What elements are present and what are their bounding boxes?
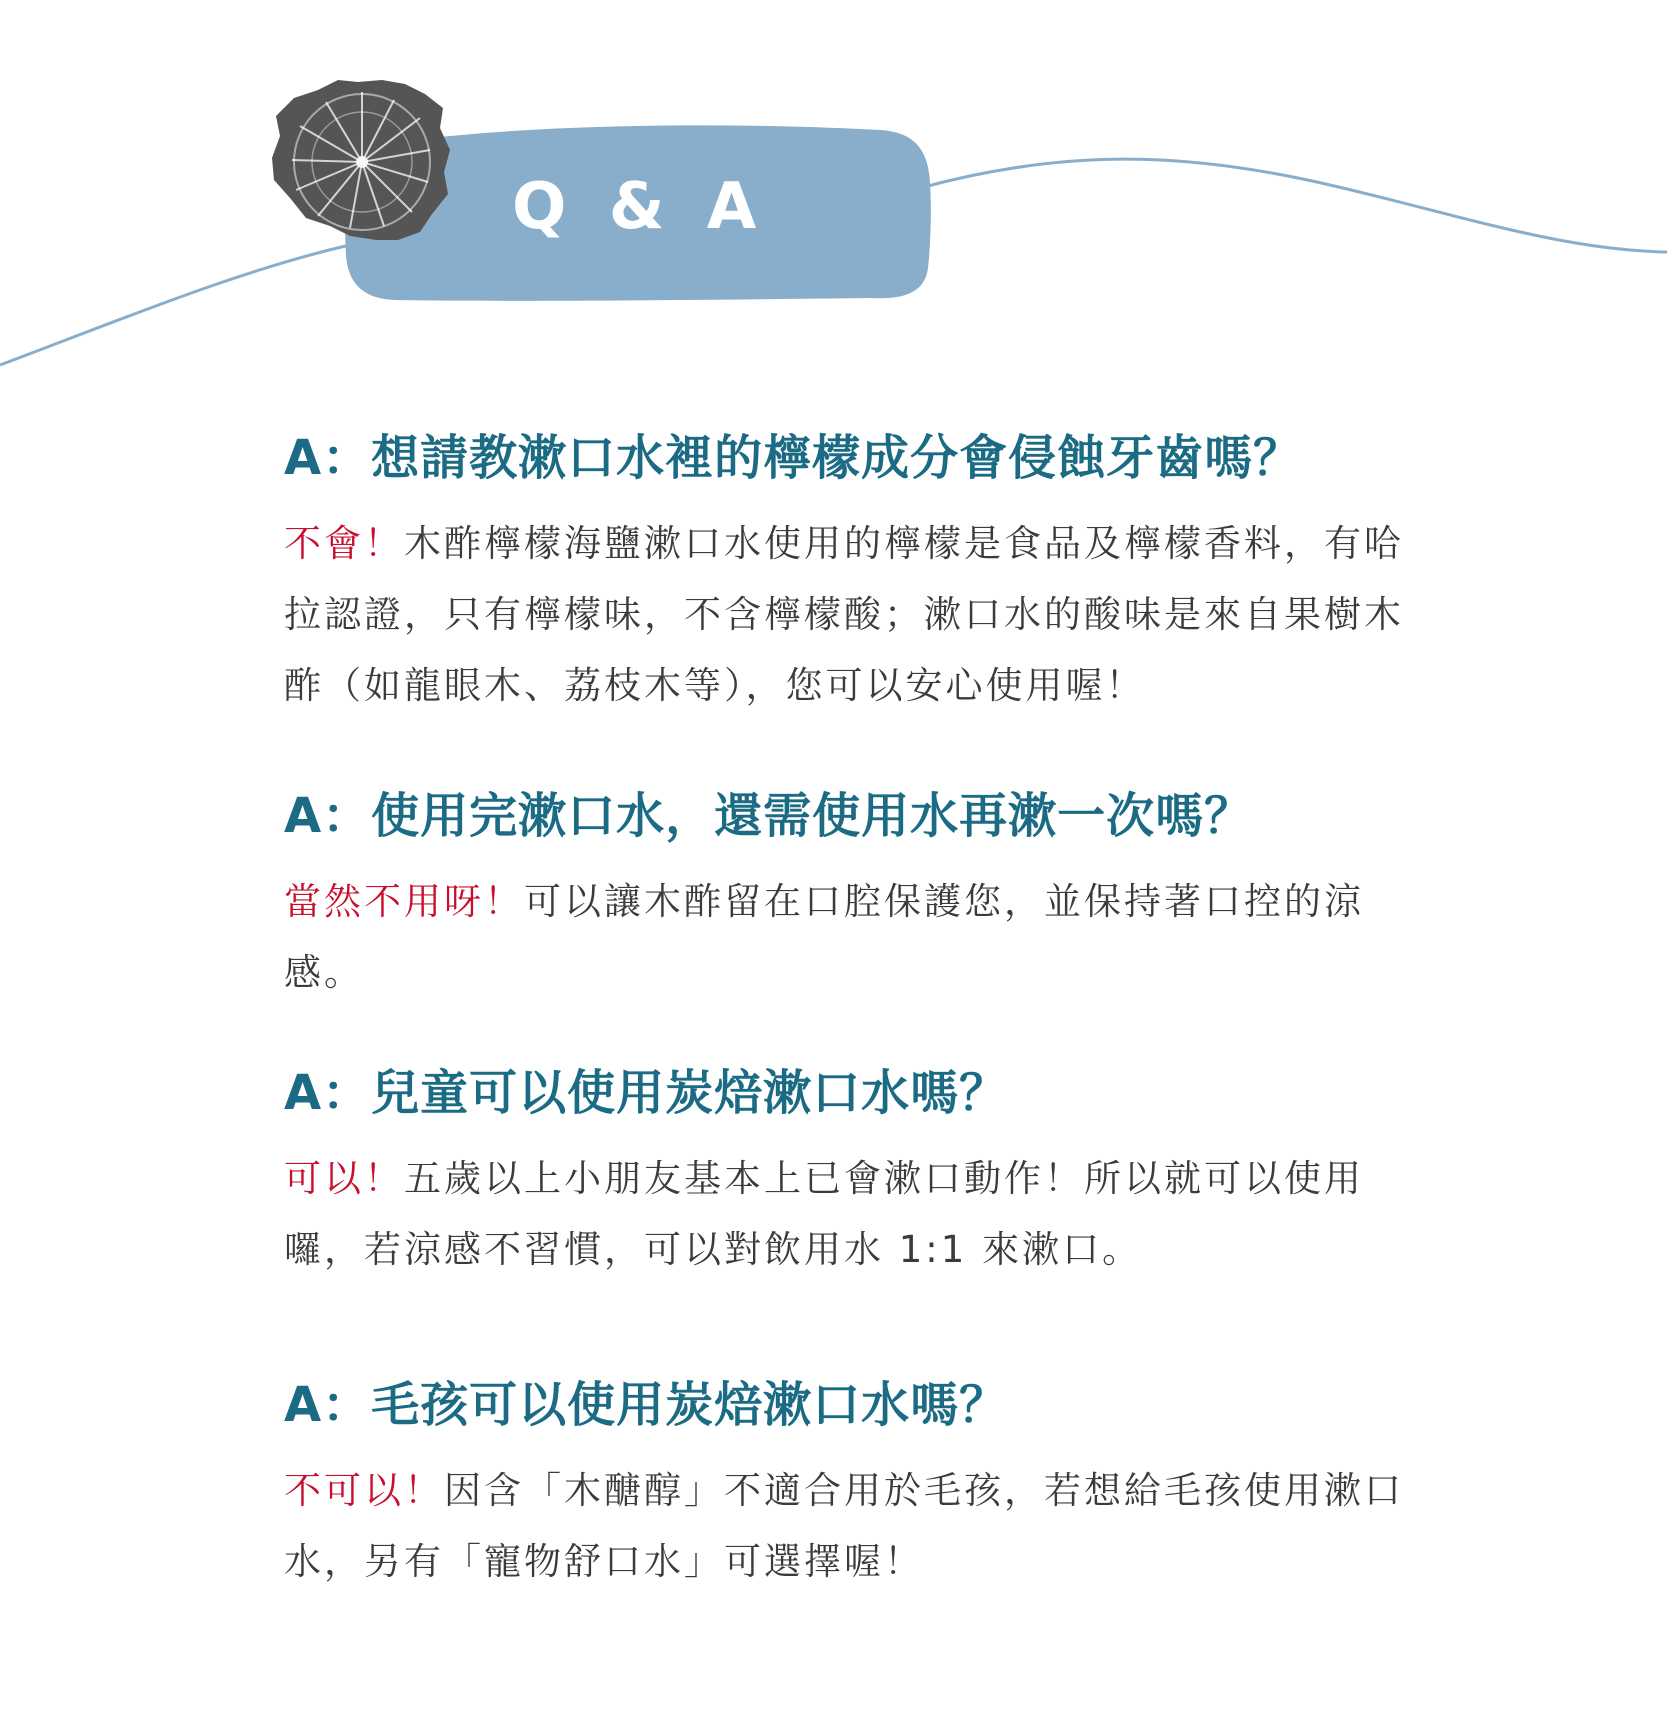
answer-emphasis: 不會！ [284,522,404,565]
answer [284,1143,1414,1285]
answer-text: 因含「木醣醇」不適合用於毛孩，若想給毛孩使用漱口水，另有「寵物舒口水」可選擇喔！ [284,1469,1404,1583]
answer-text: 可以讓木酢留在口腔保護您，並保持著口控的涼感。 [284,880,1364,994]
qa-item [284,428,1414,721]
question: A：毛孩可以使用炭焙漱口水嗎？ [284,1377,1009,1433]
header-decoration [0,0,1667,420]
question: A：兒童可以使用炭焙漱口水嗎？ [284,1065,1009,1121]
wood-slice-icon [272,80,450,240]
qa-item [284,1063,1414,1285]
qa-item [284,786,1414,1008]
answer-emphasis: 可以！ [284,1157,404,1200]
answer [284,508,1414,721]
answer [284,866,1414,1008]
answer-emphasis: 不可以！ [284,1469,444,1512]
answer-text: 五歲以上小朋友基本上已會漱口動作！所以就可以使用囉，若涼感不習慣，可以對飲用水 1:1 來漱口。 [284,1157,1364,1271]
qa-item [284,1375,1414,1597]
answer-emphasis: 當然不用呀！ [284,880,524,923]
page-title: Q & A [512,170,767,244]
answer [284,1455,1414,1597]
question: A：使用完漱口水，還需使用水再漱一次嗎？ [284,788,1254,844]
question: A：想請教漱口水裡的檸檬成分會侵蝕牙齒嗎？ [284,430,1303,486]
answer-text: 木酢檸檬海鹽漱口水使用的檸檬是食品及檸檬香料，有哈拉認證，只有檸檬味，不含檸檬酸；漱口水的酸味是來自果樹木酢（如龍眼木、荔枝木等），您可以安心使用喔！ [284,522,1404,707]
